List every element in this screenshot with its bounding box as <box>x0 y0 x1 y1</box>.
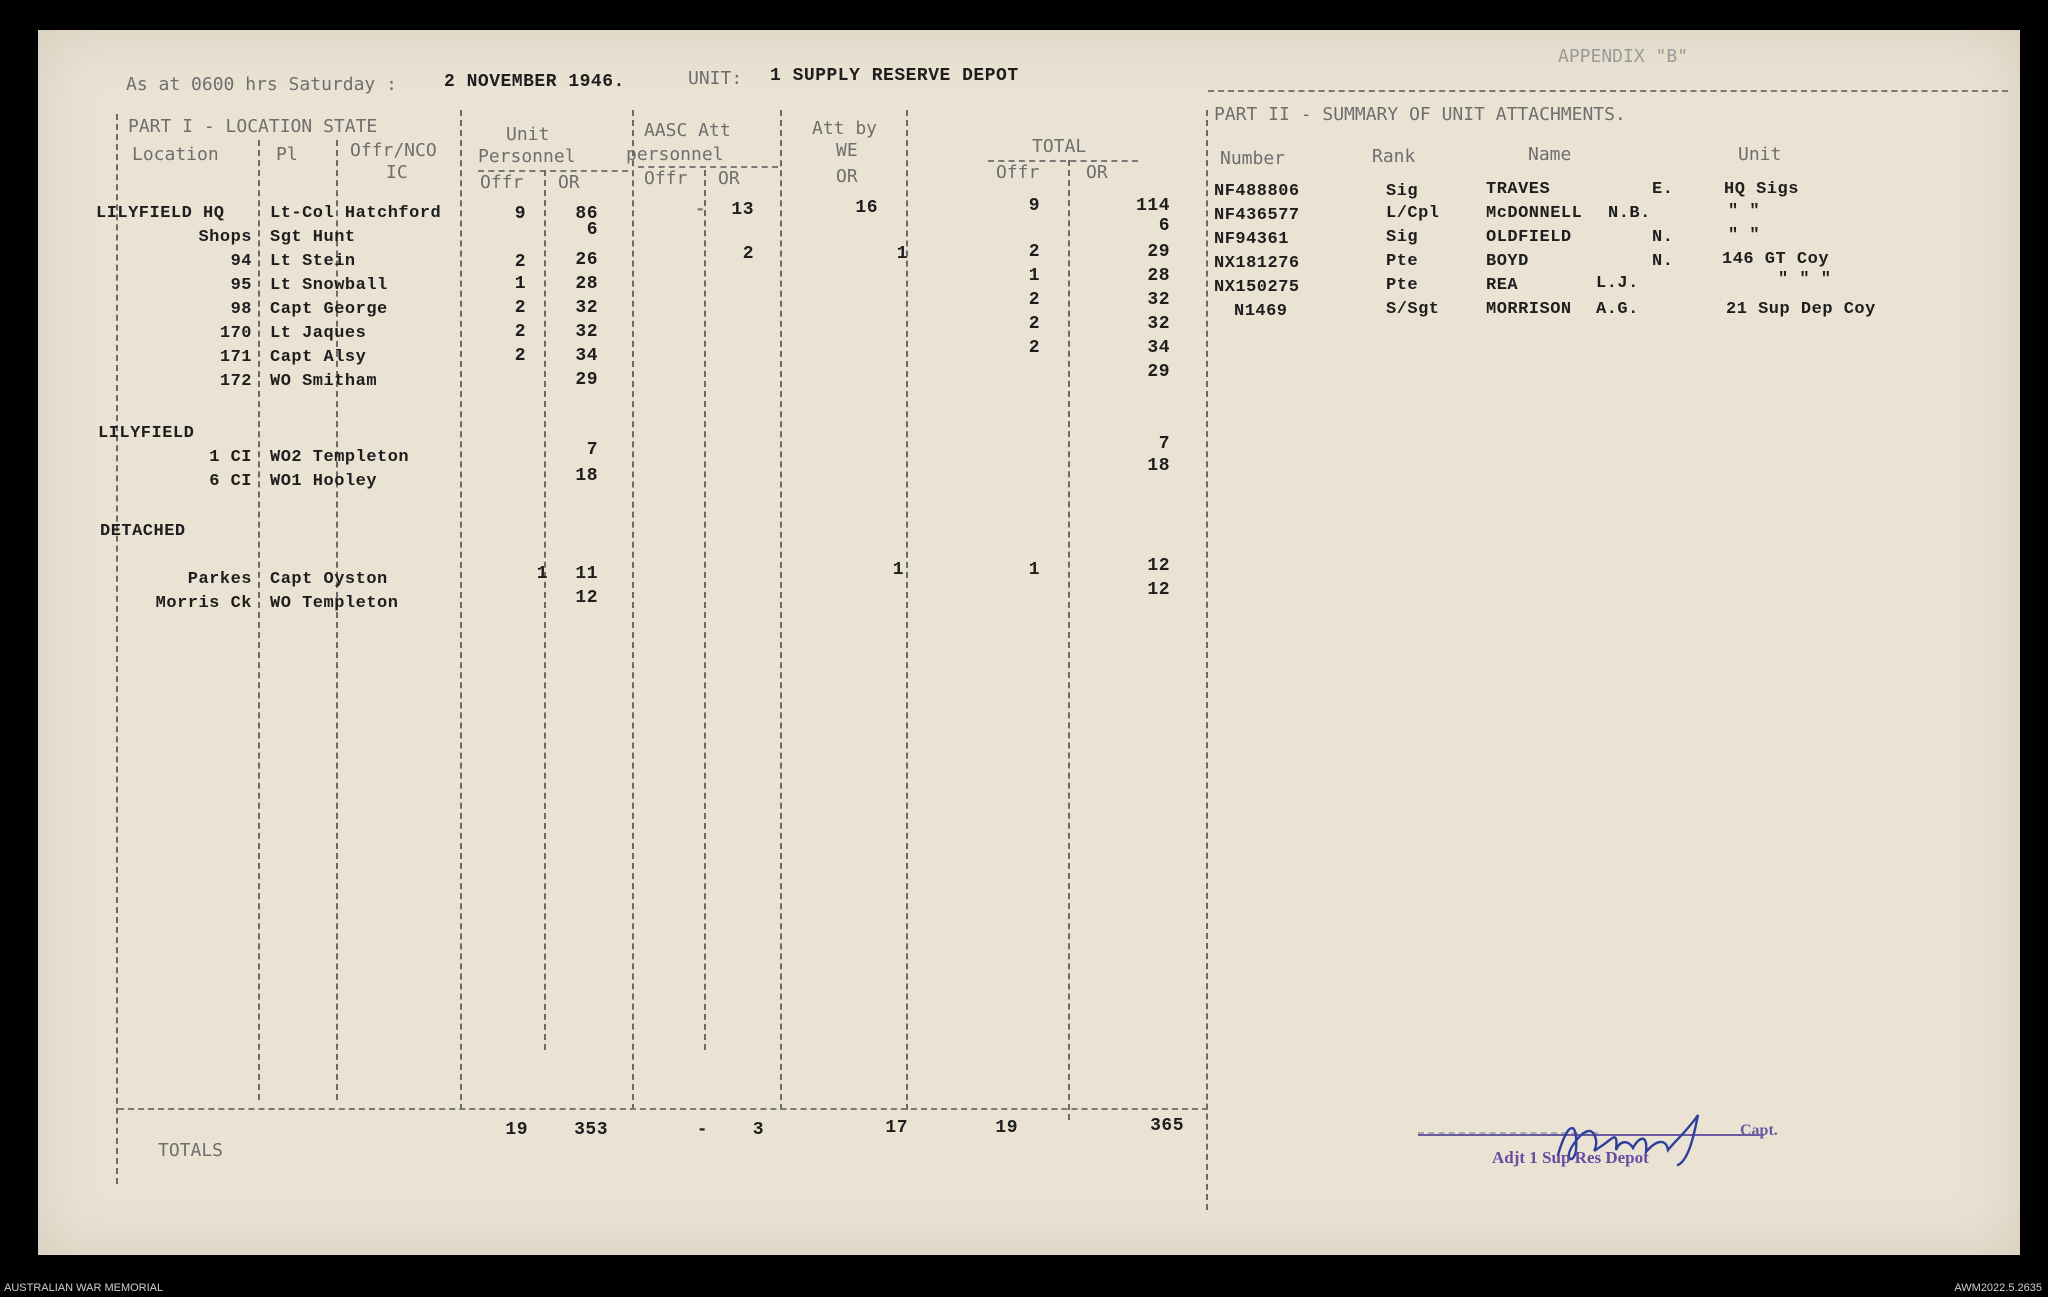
col-we-or: OR <box>836 166 858 187</box>
unit-name: 1 SUPPLY RESERVE DEPOT <box>770 66 1019 86</box>
footer-left: AUSTRALIAN WAR MEMORIAL <box>4 1282 164 1294</box>
col-aasc-2: personnel <box>626 144 724 165</box>
col-we-2: WE <box>836 140 858 161</box>
col-name: Name <box>1528 144 1572 165</box>
col-pl: Pl <box>276 144 298 165</box>
col-aasc: AASC Att <box>644 120 731 141</box>
col-total: TOTAL <box>1032 136 1087 157</box>
unit-label: UNIT: <box>688 68 743 89</box>
appendix-label: APPENDIX "B" <box>1558 46 1689 67</box>
col-number: Number <box>1220 148 1286 169</box>
col-ic: Offr/NCO <box>350 140 437 161</box>
totals-label: TOTALS <box>158 1140 224 1161</box>
footer-right: AWM2022.5.2635 <box>1954 1282 2042 1294</box>
col-we: Att by <box>812 118 878 139</box>
col-unit-p2: Unit <box>1738 144 1782 165</box>
col-unit-or: OR <box>558 172 580 193</box>
as-at-text: As at 0600 hrs Saturday : <box>126 74 397 95</box>
col-unit-2: Personnel <box>478 146 576 167</box>
section-lilyfield: LILYFIELD <box>98 424 195 443</box>
col-ic-2: IC <box>386 162 408 183</box>
signature-stamp: Adjt 1 Sup Res Depot <box>1492 1148 1649 1167</box>
col-rank: Rank <box>1372 146 1416 167</box>
col-aasc-or: OR <box>718 168 740 189</box>
col-unit-offr: Offr <box>480 172 524 193</box>
col-total-offr: Offr <box>996 162 1040 183</box>
col-location: Location <box>132 144 219 165</box>
part1-title: PART I - LOCATION STATE <box>128 116 378 137</box>
part2-title: PART II - SUMMARY OF UNIT ATTACHMENTS. <box>1214 104 1626 125</box>
report-date: 2 NOVEMBER 1946. <box>444 72 625 92</box>
section-detached: DETACHED <box>100 522 186 541</box>
document-page: As at 0600 hrs Saturday : 2 NOVEMBER 1946. UNIT: 1 SUPPLY RESERVE DEPOT APPENDIX "B" PART I - LOCATION STATE Location Pl Offr/NCO IC Unit Personnel AASC Att personnel Att by WE TOTAL Offr OR Offr OR OR Offr OR LILYFIELD HQ Lt-Col Hatchford 9 86 - 13 16 9 114 Shops Sgt Hunt 6 6 94 Lt Stein 2 26 2 1 2 29 95 Lt Snowball 1 28 1 28 98 Capt George 2 32 2 32 170 Lt Jaques 2 32 2 32 171 Capt Alsy 2 34 2 34 172 WO Smitham 29 29 LILYFIELD 1 CI WO2 Templeton 7 7 6 CI WO1 Hooley 18 18 DETACHED Parkes Capt Oyston 1 11 1 1 12 Morris Ck WO Templeton 12 12 TOTALS 19 353 - 3 17 19 365 PART II - SUMMARY OF UNIT ATTACHMENTS. Number Rank Name Unit NF488806 Sig TRAVES E. HQ Sigs NF436577 L/Cpl McDONNELL N.B. " " NF94361 Sig OLDFIELD N. " " NX181276 Pte BOYD N. 146 GT Coy NX150275 Pte REA L.J. " " " N1469 S/Sgt MORRISON A.G. 21 Sup Dep Coy Capt. Adjt 1 Sup Res Depot <box>38 30 2020 1255</box>
col-aasc-offr: Offr <box>644 168 688 189</box>
col-total-or: OR <box>1086 162 1108 183</box>
section-lilyfield-hq: LILYFIELD HQ <box>96 204 225 223</box>
signature-rank: Capt. <box>1740 1122 1778 1139</box>
col-unit: Unit <box>506 124 550 145</box>
